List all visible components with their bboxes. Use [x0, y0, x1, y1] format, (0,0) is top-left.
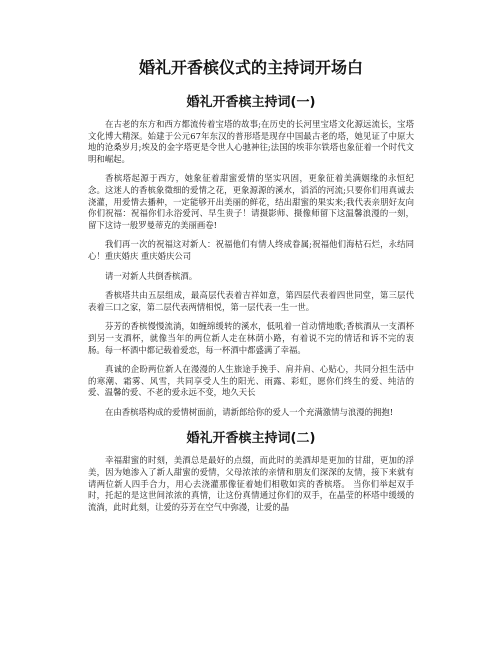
paragraph: 芬芳的香槟慢慢流淌，如缠绵缓转的溪水，低吼着一首动情地歌;香槟酒从一支酒杯到另一支酒杯，就像当年的两位新人走在林荫小路，有着说不完的情话和诉不完的衷肠。每一杯酒中都记载着爱恋，每一杯酒中都盛满了幸福。 — [88, 321, 414, 355]
paragraph: 真诚的企盼两位新人在漫漫的人生旅途手挽手、肩并肩、心贴心，共同分担生活中的寒潮、霜雾、风雪，共同享受人生的阳光、雨露、彩虹，愿你们终生的爱、纯洁的爱、温馨的爱、不老的爱永远不变，地久天长 — [88, 364, 414, 398]
section-two — [88, 430, 414, 513]
paragraph: 我们再一次的祝福这对新人：祝福他们有情人终成眷属;祝福他们海枯石烂，永结同心！重庆婚庆 重庆婚庆公司 — [88, 239, 414, 261]
section-two-heading: 婚礼开香槟主持词(二) — [186, 431, 316, 447]
paragraph: 请一对新人共倒香槟酒。 — [105, 270, 198, 281]
paragraph: 在由香槟塔构成的爱情树面前，请新郎给你的爱人一个充满激情与浪漫的拥抱! — [105, 406, 394, 417]
paragraph: 在古老的东方和西方都流传着宝塔的故事;在历史的长河里宝塔文化源远流长，宝塔文化博大精深。始建于公元67年东汉的普形塔是现存中国最古老的塔，她见证了中原大地的沧桑岁月;埃及的金字塔更是令世人心驰神往;法国的埃菲尔铁塔也象征着一个时代文明和崛起。 — [88, 119, 414, 164]
section-one — [88, 94, 414, 418]
paragraph: 幸福甜蜜的时刻，美酒总是最好的点缀，而此时的美酒却是更加的甘甜，更加的浮美，因为她渗入了新人甜蜜的爱情，父母浓浓的亲情和朋友们深深的友情，接下来就有请两位新人四手合力，用心去浇灌那像征着她们相敬如宾的香槟塔。 当你们举起双手时，托起的是这世间浓浓的真情，让这份真情通过你们的双手，在晶莹的杯塔中缓缓的流淌，此时此刻，让爱的芬芳在空气中弥漫，让爱的晶 — [88, 455, 414, 512]
paragraph: 香槟塔起源于西方，她象征着甜蜜爱情的坚实巩固，更象征着美满姻缘的永恒纪念。这迷人的香槟象徵细的爱情之花，更象源源的溪水，滔滔的河流;只要你们用真诚去浇灌，用爱情去播种，一定能够开出美丽的鲜花，结出甜蜜的果实来;我代表亲朋好友向你们祝福：祝福你们永浴爱河、早生贵子！请摄影师、摄像师留下这温馨浪漫的一刻，留下这诗一般罗曼蒂克的美丽画卷! — [88, 173, 414, 230]
document-title: 婚礼开香槟仪式的主持词开场白 — [138, 58, 363, 77]
paragraph: 香槟塔共由五层组成，最高层代表着吉祥如意，第四层代表着四世同堂，第三层代表着三口之家，第二层代表两情相悦，第一层代表一生一世。 — [88, 290, 414, 312]
section-one-heading: 婚礼开香槟主持词(一) — [186, 95, 316, 110]
